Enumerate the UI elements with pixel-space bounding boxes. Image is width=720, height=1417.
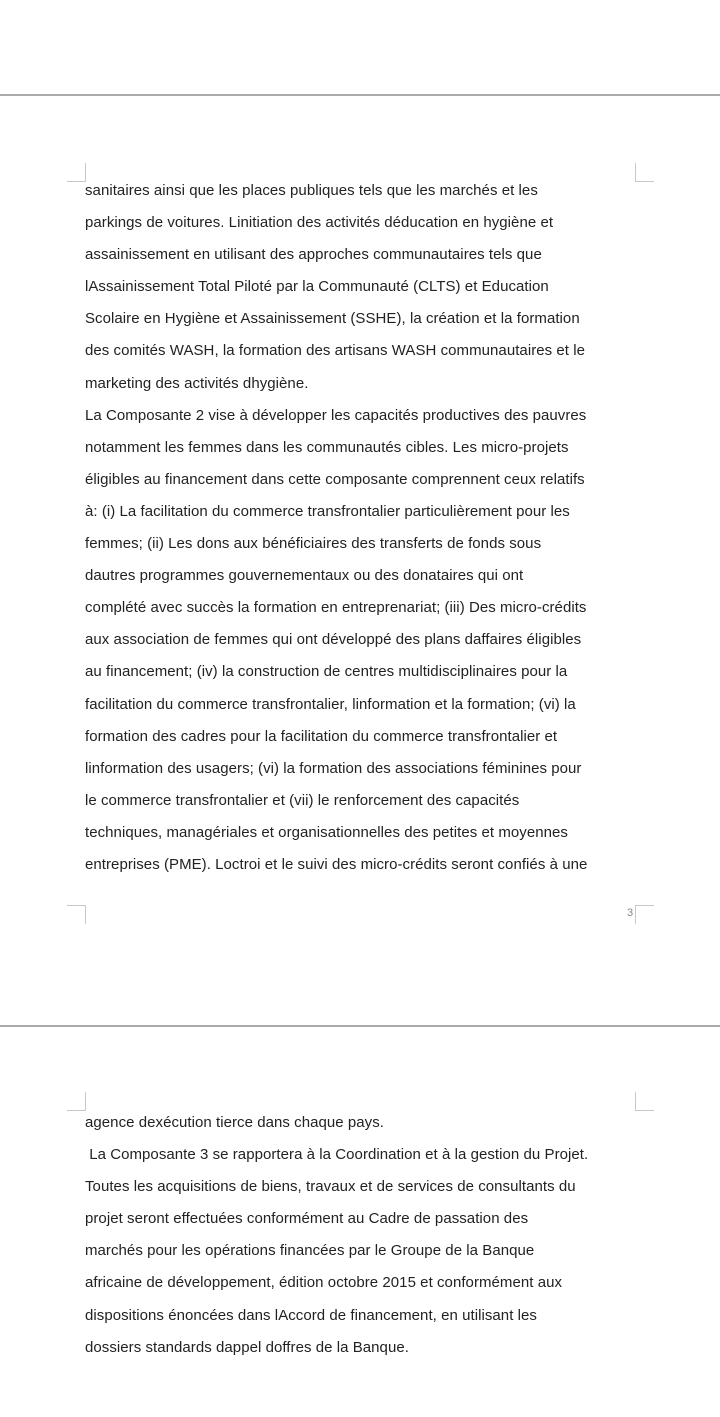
page-divider-top [0,94,720,96]
margin-corner-bottom-right-icon [635,905,654,924]
paragraph-composante-2-start: La Composante 2 vise à développer les capacités productives des pauvres [85,406,587,424]
margin-corner-top-left-icon [67,1092,86,1111]
text-line: techniques, managériales et organisationnelles des petites et moyennes [85,823,568,841]
text-line: notamment les femmes dans les communautés cibles. Les micro-projets [85,438,569,456]
text-line: complété avec succès la formation en entreprenariat; (iii) Des micro-crédits [85,599,587,617]
text-line: parkings de voitures. Linitiation des activités déducation en hygiène et [85,214,554,232]
page-number: 3 [627,907,634,919]
margin-corner-top-left-icon [67,163,86,182]
text-line: au financement; (iv) la construction de centres multidisciplinaires pour la [85,663,568,681]
text-line: Toutes les acquisitions de biens, travaux et de services de consultants du [85,1178,576,1196]
text-line: agence dexécution tierce dans chaque pays. [85,1114,384,1131]
page-divider-between-pages [0,1025,720,1027]
text-line: Scolaire en Hygiène et Assainissement (SSHE), la création et la formation [85,310,580,328]
text-line: facilitation du commerce transfrontalier, linformation et la formation; (vi) la [85,695,576,713]
text-line: dautres programmes gouvernementaux ou des donataires qui ont [85,567,524,585]
text-line: des comités WASH, la formation des artisans WASH communautaires et le [85,342,586,360]
text-line: femmes; (ii) Les dons aux bénéficiaires des transferts de fonds sous [85,535,542,553]
text-line: africaine de développement, édition octobre 2015 et conformément aux [85,1274,563,1292]
margin-corner-bottom-left-icon [67,905,86,924]
text-line: aux association de femmes qui ont développé des plans daffaires éligibles [85,631,582,649]
text-line: marchés pour les opérations financées par le Groupe de la Banque [85,1242,535,1260]
page-4-body-text[interactable] [85,1107,645,1364]
text-line: éligibles au financement dans cette composante comprennent ceux relatifs [85,470,585,488]
paragraph-composante-3-start: La Composante 3 se rapportera à la Coordination et à la gestion du Projet. [85,1146,589,1164]
page-3-body-text[interactable] [85,175,645,881]
text-line: sanitaires ainsi que les places publiques tels que les marchés et les [85,182,538,199]
text-line: linformation des usagers; (vi) la formation des associations féminines pour [85,759,582,777]
text-line: à: (i) La facilitation du commerce transfrontalier particulièrement pour les [85,502,570,520]
text-line: marketing des activités dhygiène. [85,374,309,392]
text-line: dossiers standards dappel doffres de la Banque. [85,1338,409,1356]
text-line: assainissement en utilisant des approches communautaires tels que [85,246,542,264]
text-line: lAssainissement Total Piloté par la Communauté (CLTS) et Education [85,278,549,296]
text-line: projet seront effectuées conformément au Cadre de passation des [85,1210,529,1228]
text-line: formation des cadres pour la facilitation du commerce transfrontalier et [85,727,558,745]
text-line: entreprises (PME). Loctroi et le suivi des micro-crédits seront confiés à une [85,855,588,873]
text-line: dispositions énoncées dans lAccord de financement, en utilisant les [85,1306,537,1324]
text-line: le commerce transfrontalier et (vii) le renforcement des capacités [85,791,520,809]
